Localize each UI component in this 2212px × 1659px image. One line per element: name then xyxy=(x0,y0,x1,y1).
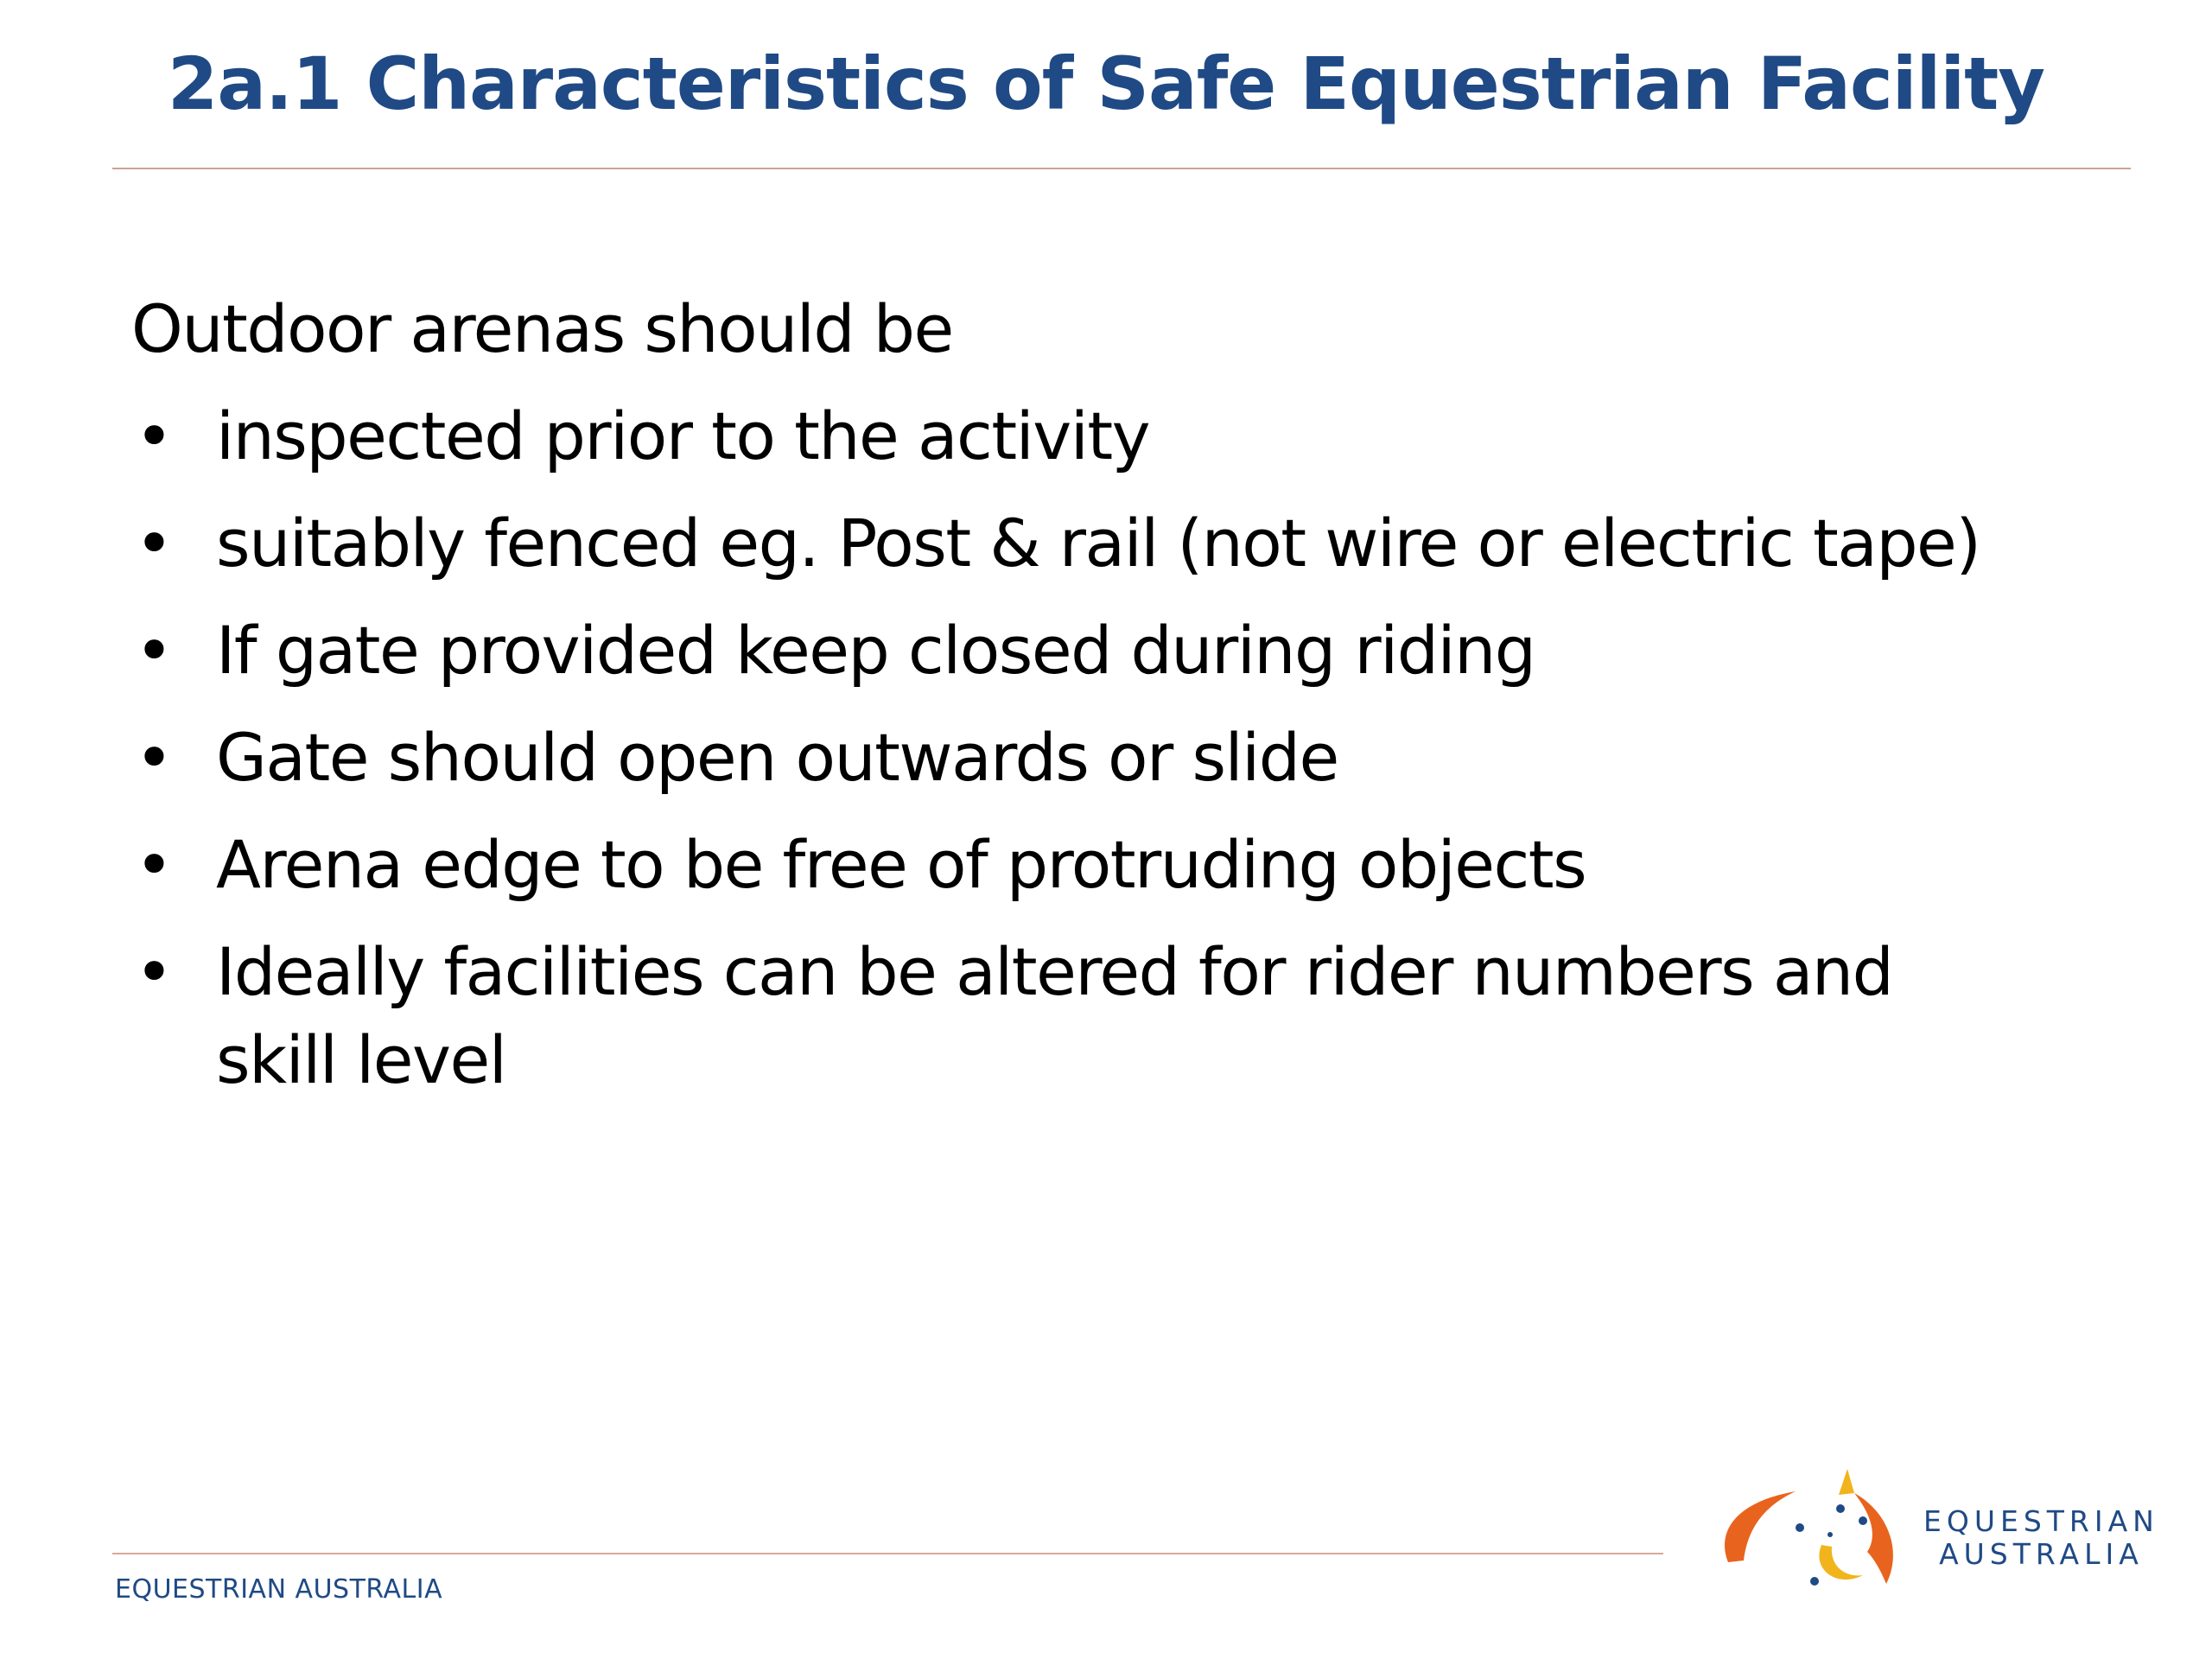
logo-mane xyxy=(1854,1493,1893,1584)
bullet-text: Arena edge to be free of protruding objects xyxy=(216,826,1586,903)
bullet-text: Ideally facilities can be altered for rider numbers and skill level xyxy=(216,933,1893,1098)
bullet-marker: • xyxy=(135,397,173,474)
logo-yellow-moon xyxy=(1819,1545,1863,1580)
equestrian-australia-logo xyxy=(1709,1450,2193,1588)
title-divider xyxy=(112,168,2131,169)
bullet-list xyxy=(131,392,2119,1104)
bullet-marker: • xyxy=(135,933,173,1010)
footer-text: EQUESTRIAN AUSTRALIA xyxy=(115,1574,443,1605)
bullet-item xyxy=(131,499,2119,588)
bullet-item xyxy=(131,392,2119,480)
bullet-text: inspected prior to the activity xyxy=(216,397,1150,474)
bullet-marker: • xyxy=(135,826,173,903)
footer-divider xyxy=(112,1553,1663,1554)
bullet-marker: • xyxy=(135,612,173,689)
bullet-item xyxy=(131,714,2119,802)
logo-line-1: EQUESTRIAN xyxy=(1923,1504,2159,1538)
bullet-item xyxy=(131,821,2119,909)
bullet-marker: • xyxy=(135,719,173,796)
logo-orange-arc xyxy=(1725,1491,1796,1562)
bullet-item xyxy=(131,607,2119,695)
slide-title: 2a.1 Characteristics of Safe Equestrian Facility xyxy=(167,41,2045,126)
horse-head-logo-icon xyxy=(1709,1450,1916,1588)
logo-wordmark xyxy=(1923,1505,2159,1571)
intro-text: Outdoor arenas should be xyxy=(131,290,953,367)
bullet-text: Gate should open outwards or slide xyxy=(216,719,1338,796)
logo-line-2: AUSTRALIA xyxy=(1939,1537,2144,1571)
bullet-item xyxy=(131,928,2031,1104)
bullet-text: If gate provided keep closed during riding xyxy=(216,612,1535,689)
slide-body xyxy=(131,285,2119,1123)
bullet-text: suitably fenced eg. Post & rail (not wire or electric tape) xyxy=(216,505,1980,582)
bullet-marker: • xyxy=(135,505,173,582)
logo-ear xyxy=(1839,1469,1854,1495)
